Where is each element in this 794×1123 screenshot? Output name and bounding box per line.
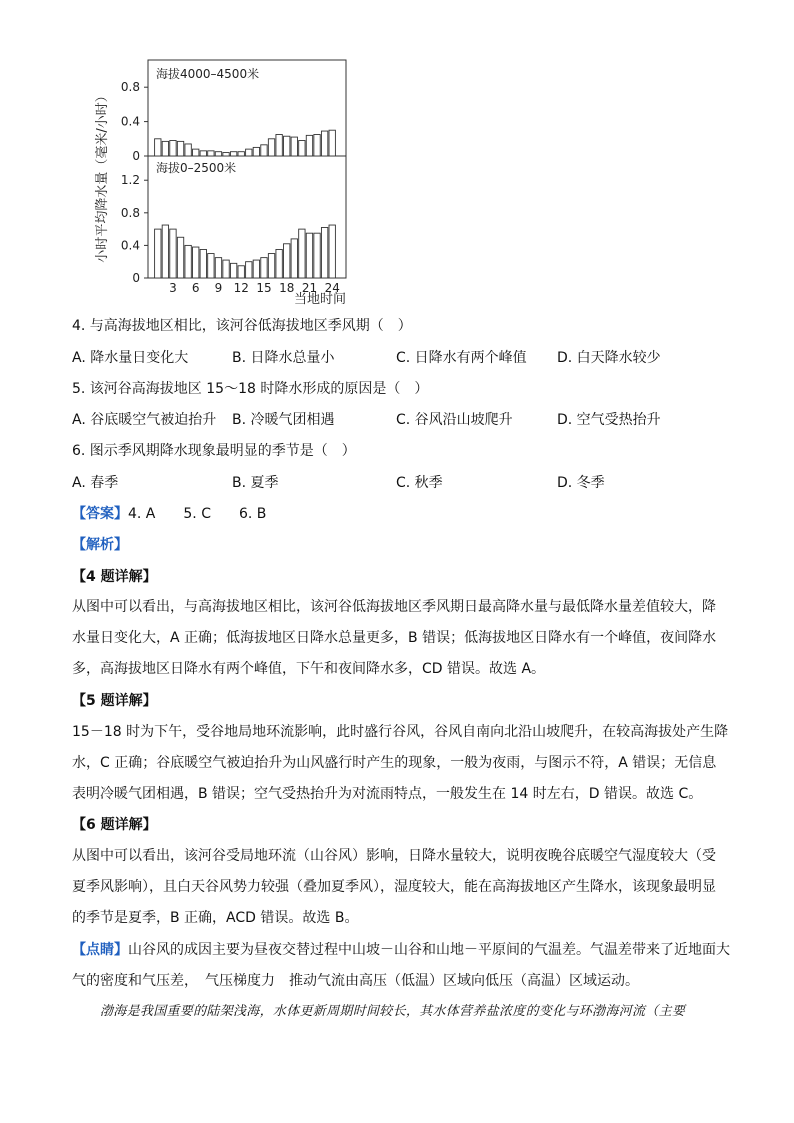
bottom-bar — [329, 225, 335, 278]
question-5-stem: 5. 该河谷高海拔地区 15～18 时降水形成的原因是（ ） — [72, 381, 429, 397]
bottom-bar — [208, 254, 214, 278]
bottom-bar — [155, 229, 161, 278]
top-bar — [246, 149, 252, 156]
bottom-bar — [162, 225, 168, 278]
q6-option-c: C. 秋季 — [396, 475, 443, 491]
top-bar — [306, 135, 312, 156]
bottom-bar — [306, 233, 312, 278]
bottom-bar — [177, 237, 183, 278]
question-4-stem: 4. 与高海拔地区相比，该河谷低海拔地区季风期（ ） — [72, 318, 412, 334]
top-bar — [329, 130, 335, 156]
detail-5-line: 15－18 时为下午，受谷地局地环流影响，此时盛行谷风，谷风自南向北沿山坡爬升，在较高海拔处产生降 — [72, 724, 729, 740]
y-axis-label: 小时平均降水量（毫米/小时） — [95, 89, 110, 263]
tip-line — [72, 935, 730, 966]
bottom-panel-title: 海拔0–2500米 — [156, 161, 237, 175]
top-bar — [223, 153, 229, 156]
top-bar — [268, 139, 274, 156]
bottom-bar — [193, 247, 199, 278]
top-bar — [230, 152, 236, 156]
bottom-ytick-label: 0 — [132, 271, 140, 285]
bottom-bar — [291, 239, 297, 278]
q4-option-d: D. 白天降水较少 — [557, 350, 661, 366]
x-tick-label: 21 — [301, 281, 318, 295]
top-bar — [193, 149, 199, 156]
top-bar — [238, 152, 244, 156]
top-bar — [200, 151, 206, 156]
q4-option-c: C. 日降水有两个峰值 — [396, 350, 527, 366]
tip-tag: 【点睛】 — [72, 942, 128, 958]
top-ytick-label: 0.8 — [120, 80, 140, 95]
top-panel-title: 海拔4000–4500米 — [156, 67, 260, 81]
top-bar — [284, 136, 290, 156]
detail-4-text — [72, 592, 722, 685]
q5-option-b: B. 冷暖气团相遇 — [232, 412, 335, 428]
top-bar — [299, 141, 305, 156]
bottom-bar — [321, 227, 327, 278]
precipitation-chart — [88, 56, 358, 306]
bottom-bar — [170, 229, 176, 278]
top-bar — [155, 139, 161, 156]
top-bar — [185, 144, 191, 156]
x-tick-label: 15 — [256, 281, 272, 295]
x-axis-label: 当地时间 — [293, 292, 347, 306]
tip-text — [72, 935, 730, 997]
detail-6-text — [72, 841, 722, 934]
bottom-ytick-label: 0.8 — [120, 205, 140, 220]
q6-option-d: D. 冬季 — [557, 475, 605, 491]
next-passage-text: 渤海是我国重要的陆架浅海，水体更新周期时间较长，其水体营养盐浓度的变化与环渤海河流（主要 — [100, 1004, 686, 1019]
detail-4-line: 多，高海拔地区日降水有两个峰值，下午和夜间降水多，CD 错误。故选 A。 — [72, 661, 546, 677]
q6-option-b: B. 夏季 — [232, 475, 279, 491]
bottom-bar — [246, 262, 252, 278]
q6-option-a: A. 春季 — [72, 475, 119, 491]
q4-option-b: B. 日降水总量小 — [232, 350, 335, 366]
top-bar — [321, 131, 327, 156]
top-ytick-label: 0.4 — [120, 114, 140, 129]
bottom-bar — [223, 260, 229, 278]
x-tick-label: 18 — [279, 281, 295, 295]
top-bar — [253, 147, 259, 156]
bottom-bar — [268, 254, 274, 278]
chart-svg — [88, 56, 358, 306]
top-ytick-label: 0 — [132, 149, 140, 163]
detail-5-line: 表明冷暖气团相遇，B 错误；空气受热抬升为对流雨特点，一般发生在 14 时左右，D 错误。故选 C。 — [72, 786, 703, 802]
detail-6-line: 的季节是夏季，B 正确，ACD 错误。故选 B。 — [72, 910, 359, 926]
q5-option-c: C. 谷风沿山坡爬升 — [396, 412, 513, 428]
q4-option-a: A. 降水量日变化大 — [72, 350, 189, 366]
detail-5-line: 水，C 正确；谷底暖空气被迫抬升为山风盛行时产生的现象，一般为夜雨，与图示不符，A 错误；无信息 — [72, 755, 717, 771]
bottom-bar — [253, 260, 259, 278]
bottom-bar — [215, 258, 221, 278]
bottom-bar — [185, 245, 191, 278]
top-bar — [177, 141, 183, 156]
x-tick-label: 3 — [169, 281, 177, 295]
bottom-bar — [299, 229, 305, 278]
x-tick-label: 24 — [324, 281, 340, 295]
answer-items: 4. A 5. C 6. B — [128, 506, 267, 522]
x-tick-label: 6 — [191, 281, 200, 295]
tip-line-1: 山谷风的成因主要为昼夜交替过程中山坡－山谷和山地－平原间的气温差。气温差带来了近地面大 — [128, 942, 730, 958]
bottom-bar — [200, 249, 206, 278]
detail-6-line: 夏季风影响），且白天谷风势力较强（叠加夏季风），湿度较大，能在高海拔地区产生降水，该现象最明显 — [72, 879, 716, 895]
top-bar — [170, 141, 176, 156]
q5-option-a: A. 谷底暖空气被迫抬升 — [72, 412, 217, 428]
detail-6-tag: 【6 题详解】 — [72, 817, 157, 833]
top-bar — [162, 141, 168, 156]
bottom-bar — [284, 244, 290, 278]
bottom-ytick-label: 0.4 — [120, 238, 140, 253]
top-bar — [208, 151, 214, 156]
bottom-bar — [238, 266, 244, 278]
question-6-stem: 6. 图示季风期降水现象最明显的季节是（ ） — [72, 443, 356, 459]
detail-5-tag: 【5 题详解】 — [72, 693, 157, 709]
bottom-bar — [230, 263, 236, 278]
top-bar — [291, 137, 297, 156]
detail-4-tag: 【4 题详解】 — [72, 569, 157, 585]
answer-tag: 【答案】 — [72, 506, 128, 522]
top-bar — [276, 135, 282, 157]
detail-4-line: 水量日变化大，A 正确；低海拔地区日降水总量更多，B 错误；低海拔地区日降水有一个峰值，夜间降水 — [72, 630, 717, 646]
bottom-bar — [314, 233, 320, 278]
analysis-tag: 【解析】 — [72, 537, 128, 553]
detail-4-line: 从图中可以看出，与高海拔地区相比，该河谷低海拔地区季风期日最高降水量与最低降水量差值较大，降 — [72, 599, 716, 615]
top-bar — [261, 145, 267, 156]
tip-line: 气的密度和气压差， 气压梯度力 推动气流由高压（低温）区域向低压（高温）区域运动。 — [72, 973, 639, 989]
detail-5-text — [72, 717, 729, 810]
bottom-bar — [276, 249, 282, 278]
top-bar — [314, 135, 320, 157]
detail-6-line: 从图中可以看出，该河谷受局地环流（山谷风）影响，日降水量较大，说明夜晚谷底暖空气湿度较大（受 — [72, 848, 716, 864]
x-tick-label: 9 — [214, 281, 223, 295]
q5-option-d: D. 空气受热抬升 — [557, 412, 661, 428]
bottom-bar — [261, 258, 267, 278]
x-tick-label: 12 — [233, 281, 249, 295]
bottom-ytick-label: 1.2 — [120, 173, 140, 188]
top-bar — [215, 152, 221, 156]
answer-line — [72, 504, 266, 524]
